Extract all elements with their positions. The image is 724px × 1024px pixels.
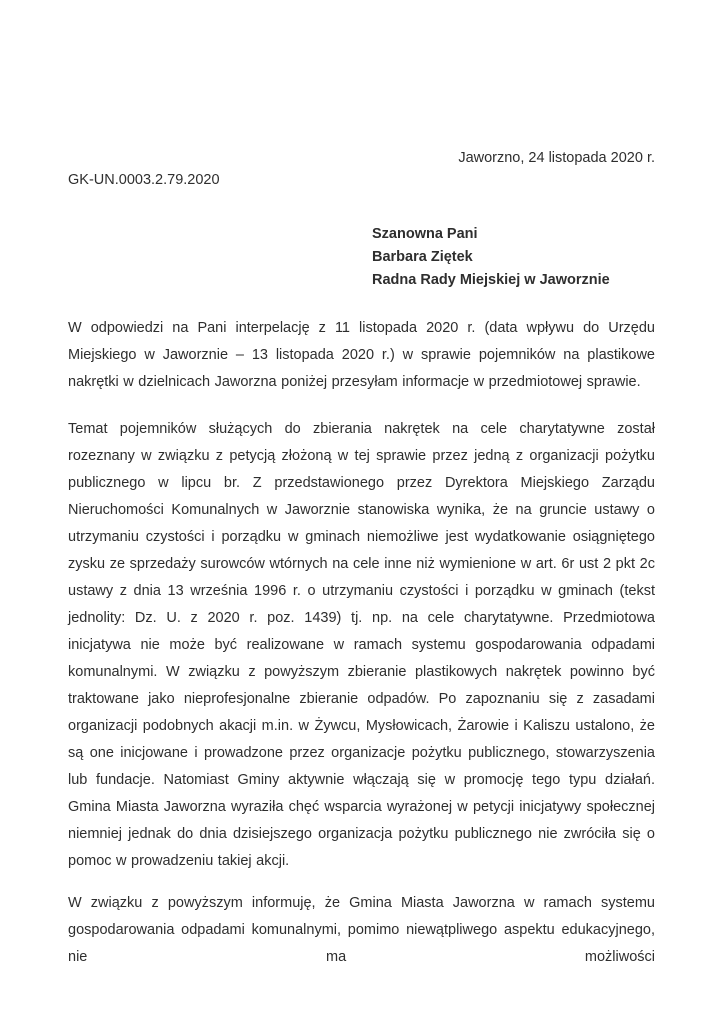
- paragraph-closing: W związku z powyższym informuję, że Gmina Miasta Jaworzna w ramach systemu gospodarowania odpadami komunalnymi, pomimo niewątpliwego aspektu edukacyjnego, nie ma możliwości: [68, 895, 655, 965]
- recipient-name: Barbara Ziętek: [372, 249, 473, 265]
- recipient-salutation: Szanowna Pani: [372, 226, 478, 242]
- paragraph-intro: W odpowiedzi na Pani interpelację z 11 listopada 2020 r. (data wpływu do Urzędu Miejskiego w Jaworznie – 13 listopada 2020 r.) w sprawie pojemników na plastikowe nakrętki w dzielnicach Jaworzna poniżej przesyłam informacje w przedmiotowej sprawie.: [68, 320, 655, 390]
- date-line: Jaworzno, 24 listopada 2020 r.: [458, 150, 655, 166]
- recipient-block: [372, 223, 655, 292]
- recipient-title: Radna Rady Miejskiej w Jaworznie: [372, 272, 610, 288]
- paragraph-main: Temat pojemników służących do zbierania nakrętek na cele charytatywne został rozeznany w związku z petycją złożoną w tej sprawie przez jedną z organizacji pożytku publicznego w lipcu br. Z przedstawionego przez Dyrektora Miejskiego Zarządu Nieruchomości Komunalnych w Jaworznie stanowiska wynika, że na gruncie ustawy o utrzymaniu czystości i porządku w gminach niemożliwe jest wydatkowanie osiągniętego zysku ze sprzedaży surowców wtórnych na cele inne niż wymienione w art. 6r ust 2 pkt 2c ustawy z dnia 13 września 1996 r. o utrzymaniu czystości i porządku w gminach (tekst jednolity: Dz. U. z 2020 r. poz. 1439) tj. np. na cele charytatywne. Przedmiotowa inicjatywa nie może być realizowane w ramach systemu gospodarowania odpadami komunalnymi. W związku z powyższym zbieranie plastikowych nakrętek powinno być traktowane jako nieprofesjonalne zbieranie odpadów. Po zapoznaniu się z zasadami organizacji podobnych akacji m.in. w Żywcu, Mysłowicach, Żarowie i Kaliszu ustalono, że są one inicjowane i prowadzone przez organizacje pożytku publicznego, stowarzyszenia lub fundacje. Natomiast Gminy aktywnie włączają się w promocję tego typu działań. Gmina Miasta Jaworzna wyraziła chęć wsparcia wyrażonej w petycji inicjatywy społecznej niemniej jednak do dnia dzisiejszego organizacja pożytku publicznego nie zwróciła się o pomoc w prowadzeniu takiej akcji.: [68, 421, 655, 869]
- reference-number: GK-UN.0003.2.79.2020: [68, 172, 220, 188]
